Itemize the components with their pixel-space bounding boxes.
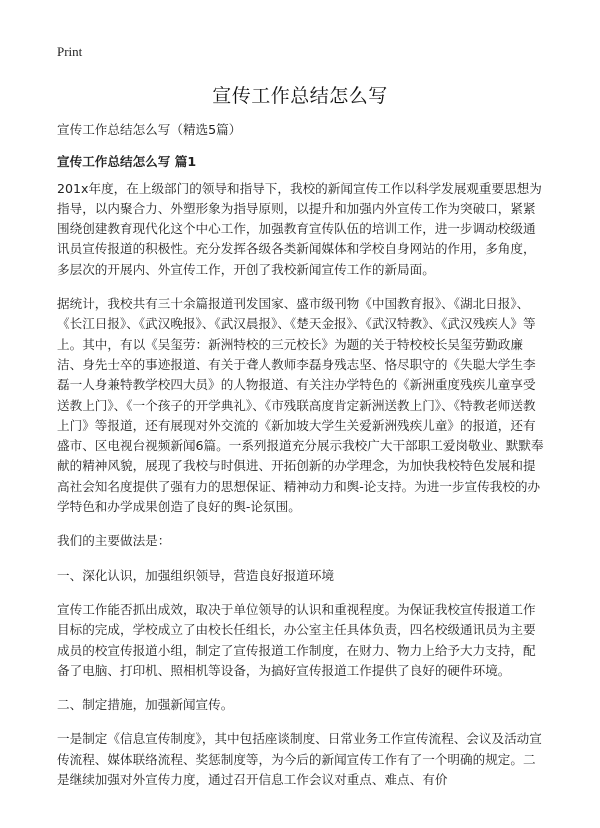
page-title: 宣传工作总结怎么写 bbox=[212, 85, 388, 107]
practices-intro: 我们的主要做法是： bbox=[57, 533, 171, 549]
document-subtitle: 宣传工作总结怎么写（精选5篇） bbox=[57, 122, 242, 137]
section-heading: 宣传工作总结怎么写 篇1 bbox=[57, 154, 197, 170]
paragraph-organization: 宣传工作能否抓出成效，取决于单位领导的认识和重视程度。为保证我校宣传报道工作目标的完成，学校成立了由校长任组长，办公室主任具体负责，四名校级通讯员为主要成员的校宣传报道小组，制定了宣传报道工作制度，在财力、物力上给予大力支持，配备了电脑、打印机、照相机等设备，为搞好宣传报道工作提供了良好的硬件环境。 bbox=[57, 601, 536, 678]
paragraph-statistics: 据统计，我校共有三十余篇报道刊发国家、盛市级刊物《中国教育报》、《湖北日报》、《长江日报》、《武汉晚报》、《武汉晨报》、《楚天金报》、《武汉特教》、《武汉残疾人》等上。其中，有以《吴玺劳：新洲特校的三元校长》为题的关于特校校长吴玺劳勤政廉洁、身先士卒的事迹报道、有关于聋人教师李磊身残志坚、恪尽职守的《失聪大学生李磊一人身兼特教学校四大员》的人物报道、有关注办学特色的《新洲重度残疾儿童享受送教上门》、《一个孩子的开学典礼》、《市残联高度肯定新洲送教上门》、《特教老师送教上门》等报道，还有展现对外交流的《新加坡大学生关爱新洲残疾儿童》的报道，还有盛市、区电视台视频新闻6篇。一系列报道充分展示我校广大干部职工爱岗敬业、默默奉献的精神风貌，展现了我校与时俱进、开拓创新的办学理念，为加快我校特色发展和提高社会知名度提供了强有力的思想保证、精神动力和舆-论支持。为进一步宣传我校的办学特色和办学成果创造了良好的舆-论氛围。 bbox=[57, 296, 544, 515]
paragraph-measures: 一是制定《信息宣传制度》，其中包括座谈制度、日常业务工作宣传流程、会议及活动宣传流程、媒体联络流程、奖惩制度等，为今后的新闻宣传工作有了一个明确的规定。二是继续加强对外宣传力度，通过召开信息工作会议对重点、难点、有价 bbox=[57, 731, 542, 788]
paragraph-intro: 201x年度，在上级部门的领导和指导下，我校的新闻宣传工作以科学发展观重要思想为指导，以内聚合力、外塑形象为指导原则，以提升和加强内外宣传工作为突破口，紧紧围绕创建教育现代化这个中心工作，加强教育宣传队伍的培训工作，进一步调动校级通讯员宣传报道的积极性。充分发挥各级各类新闻媒体和学校自身网站的作用，多角度，多层次的开展内、外宣传工作，开创了我校新闻宣传工作的新局面。 bbox=[57, 180, 542, 277]
heading-two: 二、制定措施，加强新闻宣传。 bbox=[57, 697, 234, 713]
heading-one: 一、深化认识，加强组织领导，营造良好报道环境 bbox=[57, 567, 335, 583]
document-body bbox=[57, 120, 547, 804]
print-link[interactable]: Print bbox=[57, 44, 83, 59]
